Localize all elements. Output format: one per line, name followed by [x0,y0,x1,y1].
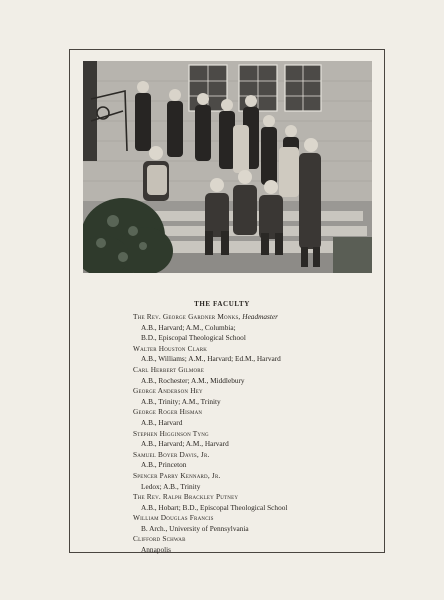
faculty-entry [133,534,383,555]
faculty-degrees: A.B., Harvard [141,417,183,427]
faculty-name: The Rev. George Gardner Monks, [133,312,241,321]
faculty-degrees: B. Arch., University of Pennsylvania [141,523,249,533]
faculty-heading: THE FACULTY [194,300,250,308]
faculty-degrees: A.B., Trinity; A.M., Trinity [141,396,221,406]
faculty-name-line [133,534,383,545]
faculty-degrees: A.B., Hobart; B.D., Episcopal Theological School [141,502,288,512]
faculty-entry [133,365,383,386]
faculty-name: Clifford Schwab [133,534,186,544]
faculty-name-line [133,386,383,397]
faculty-entry [133,407,383,428]
faculty-entry [133,450,383,471]
faculty-name: Spencer Parry Kennard, Jr. [133,470,221,480]
faculty-name-line [133,429,383,440]
faculty-name: Samuel Boyer Davis, Jr. [133,449,210,459]
faculty-degrees: A.B., Princeton [141,460,187,470]
faculty-list [133,312,383,556]
faculty-name: George Roger Hisman [133,407,203,417]
faculty-degrees: A.B., Harvard; A.M., Columbia; [141,322,236,332]
faculty-name-line [133,344,383,355]
faculty-name-line [133,492,383,503]
faculty-role: Headmaster [242,312,278,321]
faculty-name: William Douglas Francis [133,513,214,523]
faculty-name: The Rev. Ralph Brackley Putney [133,492,239,502]
faculty-entry [133,386,383,407]
faculty-degrees: A.B., Williams; A.M., Harvard; Ed.M., Harvard [141,354,281,364]
faculty-entry [133,344,383,365]
faculty-degrees: Ledox; A.B., Trinity [141,481,201,491]
faculty-name-line [133,407,383,418]
faculty-name-line [133,513,383,524]
faculty-name-line [133,312,383,323]
faculty-entry [133,471,383,492]
faculty-name: Stephen Higginson Tyng [133,428,209,438]
faculty-name-line [133,450,383,461]
faculty-degrees: A.B., Rochester; A.M., Middlebury [141,375,245,385]
faculty-entry [133,492,383,513]
faculty-name: George Anderson Hey [133,386,203,396]
faculty-degrees: Annapolis [141,545,171,555]
faculty-entry [133,513,383,534]
faculty-name: Walter Houston Clark [133,343,208,353]
faculty-degrees: A.B., Harvard; A.M., Harvard [141,439,229,449]
faculty-entry [133,429,383,450]
faculty-name: Carl Herbert Gilmore [133,364,205,374]
faculty-entry [133,312,383,344]
faculty-group-photo [83,61,372,273]
faculty-degrees: B.D., Episcopal Theological School [141,333,246,343]
faculty-name-line [133,365,383,376]
faculty-name-line [133,471,383,482]
